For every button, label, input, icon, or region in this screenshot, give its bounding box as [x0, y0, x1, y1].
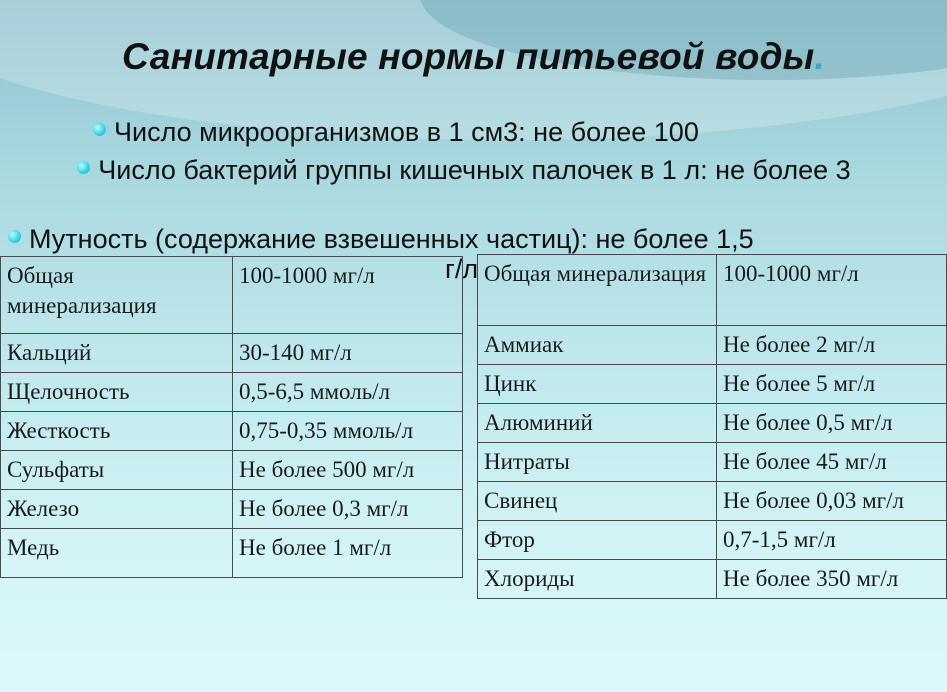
table-cell-name: Щелочность — [1, 373, 233, 412]
table-row — [478, 326, 947, 365]
table-cell-value: 100-1000 мг/л — [233, 257, 463, 334]
table-cell-value: Не более 0,5 мг/л — [717, 404, 947, 443]
table-cell-value: 0,7-1,5 мг/л — [717, 521, 947, 560]
slide-title-dot: . — [814, 36, 825, 77]
table-cell-value: 0,75-0,35 ммоль/л — [233, 412, 463, 451]
table-cell-value: Не более 5 мг/л — [717, 365, 947, 404]
table-row — [1, 529, 463, 578]
table-row — [478, 365, 947, 404]
table-cell-value: 30-140 мг/л — [233, 334, 463, 373]
table-cell-name: Общая минерализация — [478, 255, 717, 326]
bullet-microorganisms — [93, 117, 699, 147]
table-row — [478, 443, 947, 482]
bullet-text: Мутность (содержание взвешенных частиц): не более 1,5 — [29, 224, 754, 254]
table-row — [1, 412, 463, 451]
bullet-dot-icon — [93, 123, 106, 136]
norms-table-left — [0, 256, 463, 578]
table-cell-value: 100-1000 мг/л — [717, 255, 947, 326]
bullet-text: Число микроорганизмов в 1 см3: не более 100 — [114, 117, 699, 147]
table-cell-name: Свинец — [478, 482, 717, 521]
table-row — [1, 451, 463, 490]
table-row — [478, 404, 947, 443]
slide-title-text: Санитарные нормы питьевой воды — [122, 36, 815, 77]
table-cell-value: Не более 500 мг/л — [233, 451, 463, 490]
table-row — [478, 521, 947, 560]
slide-title — [0, 36, 947, 78]
bullet-dot-icon — [8, 230, 21, 243]
table-row — [1, 334, 463, 373]
bullet-coliform-bacteria — [54, 155, 874, 185]
bullet-text-continuation: г/л — [445, 254, 479, 284]
bullet-dot-icon — [77, 161, 90, 174]
table-cell-name: Аммиак — [478, 326, 717, 365]
table-cell-name: Цинк — [478, 365, 717, 404]
table-row — [1, 257, 463, 334]
table-row — [478, 482, 947, 521]
table-row — [1, 373, 463, 412]
table-cell-value: 0,5-6,5 ммоль/л — [233, 373, 463, 412]
table-cell-value: Не более 0,3 мг/л — [233, 490, 463, 529]
table-cell-name: Кальций — [1, 334, 233, 373]
table-cell-value: Не более 2 мг/л — [717, 326, 947, 365]
table-cell-value: Не более 1 мг/л — [233, 529, 463, 578]
table-cell-name: Нитраты — [478, 443, 717, 482]
table-cell-value: Не более 45 мг/л — [717, 443, 947, 482]
table-cell-name: Медь — [1, 529, 233, 578]
table-cell-name: Жесткость — [1, 412, 233, 451]
table-cell-name: Хлориды — [478, 560, 717, 599]
table-cell-name: Железо — [1, 490, 233, 529]
norms-table-right — [477, 254, 947, 599]
table-cell-name: Сульфаты — [1, 451, 233, 490]
table-cell-name: Фтор — [478, 521, 717, 560]
table-row — [1, 490, 463, 529]
table-cell-value: Не более 0,03 мг/л — [717, 482, 947, 521]
table-row — [478, 255, 947, 326]
bullet-text: Число бактерий группы кишечных палочек в 1 л: не более 3 — [98, 155, 851, 185]
table-cell-name: Общая минерализация — [1, 257, 233, 334]
table-cell-name: Алюминий — [478, 404, 717, 443]
table-cell-value: Не более 350 мг/л — [717, 560, 947, 599]
table-row — [478, 560, 947, 599]
